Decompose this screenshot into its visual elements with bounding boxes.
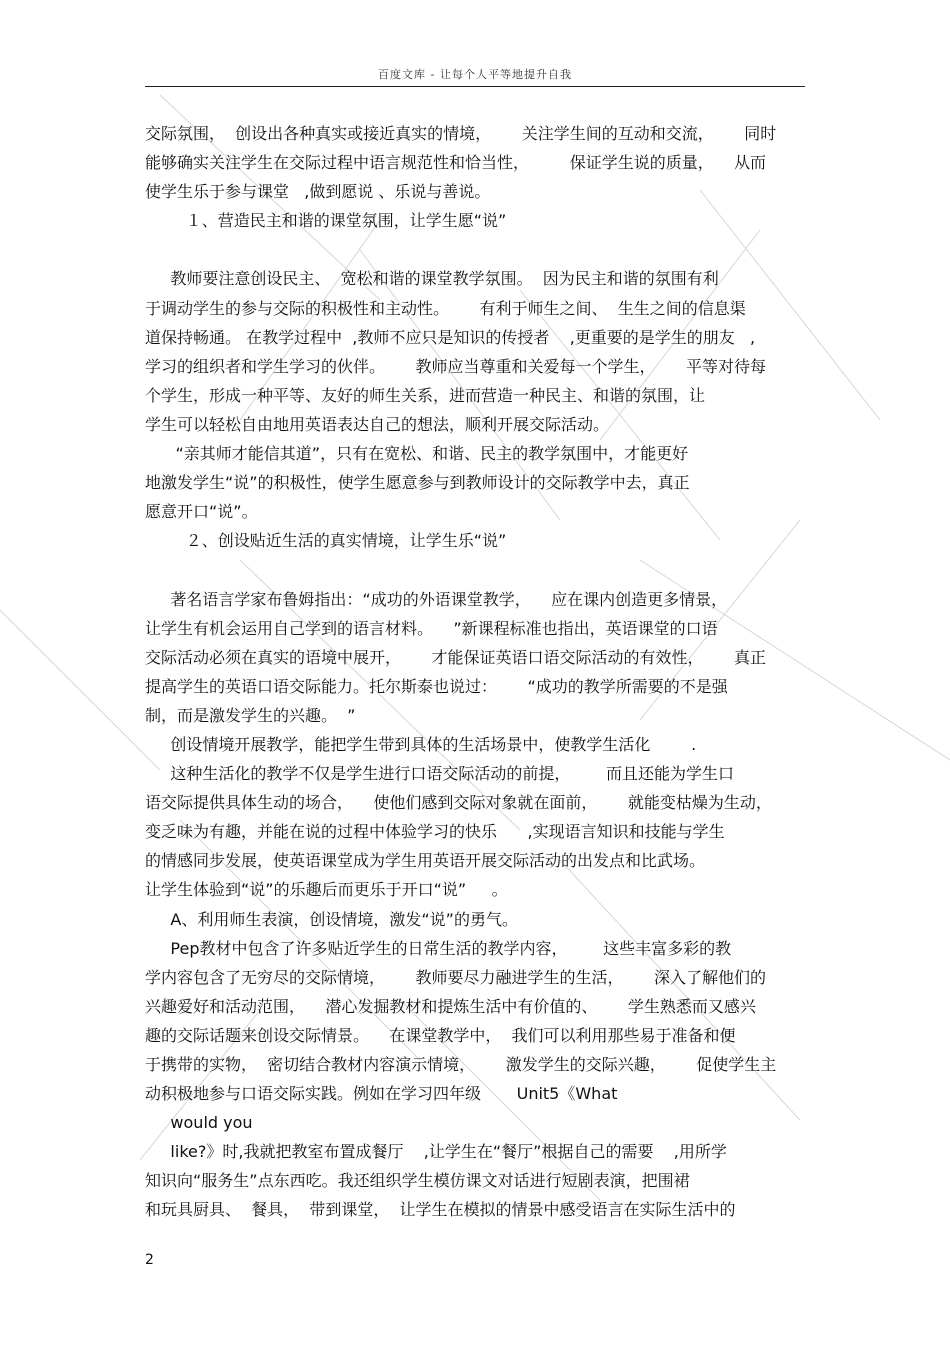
text-line: 愿意开口“说”。 — [145, 502, 258, 522]
text-line: 让学生体验到“说”的乐趣后而更乐于开口“说” 。 — [145, 880, 508, 900]
text-line: 著名语言学家布鲁姆指出：“成功的外语课堂教学， 应在课内创造更多情景， — [145, 589, 728, 609]
page-header: 百度文库 - 让每个人平等地提升自我 — [378, 68, 572, 81]
text-line: 能够确实关注学生在交际过程中语言规范性和恰当性， 保证学生说的质量， 从而 — [145, 153, 767, 173]
text-line: 于调动学生的参与交际的积极性和主动性。 有利于师生之间、 生生之间的信息渠 — [145, 298, 746, 318]
text-line: 变乏味为有趣，并能在说的过程中体验学习的快乐 ,实现语言知识和技能与学生 — [145, 822, 725, 842]
text-line: like?》时,我就把教室布置成餐厅 ,让学生在“餐厅”根据自己的需要 ,用所学 — [145, 1142, 727, 1162]
text-line: 和玩具厨具、 餐具， 带到课堂， 让学生在模拟的情景中感受语言在实际生活中的 — [145, 1200, 736, 1220]
text-line: “亲其师才能信其道”，只有在宽松、和谐、民主的教学氛围中，才能更好 — [145, 444, 689, 464]
text-line: 交际氛围， 创设出各种真实或接近真实的情境， 关注学生间的互动和交流， 同时 — [145, 124, 777, 143]
header-divider — [145, 86, 805, 87]
text-line: 动积极地参与口语交际实践。例如在学习四年级 Unit5《What — [145, 1084, 618, 1104]
text-line: 于携带的实物， 密切结合教材内容演示情境， 激发学生的交际兴趣， 促使学生主 — [145, 1055, 777, 1074]
text-line: 知识向“服务生”点东西吃。我还组织学生模仿课文对话进行短剧表演，把围裙 — [145, 1171, 690, 1191]
text-line: 提高学生的英语口语交际能力。托尔斯泰也说过： “成功的教学所需要的不是强 — [145, 676, 728, 696]
document-body — [145, 119, 805, 1225]
text-line: 学生可以轻松自由地用英语表达自己的想法，顺利开展交际活动。 — [145, 414, 610, 434]
text-line: 使学生乐于参与课堂 ,做到愿说 、乐说与善说。 — [145, 182, 491, 202]
text-line: Pep教材中包含了许多贴近学生的日常生活的教学内容， 这些丰富多彩的教 — [145, 938, 732, 958]
text-line: A、利用师生表演，创设情境，激发“说”的勇气。 — [145, 909, 518, 929]
text-line: 语交际提供具体生动的场合， 使他们感到交际对象就在面前， 就能变枯燥为生动， — [145, 793, 772, 813]
text-line: 道保持畅通。 在教学过程中 ,教师不应只是知识的传授者 ,更重要的是学生的朋友 , — [145, 327, 756, 347]
text-line: 制，而是激发学生的兴趣。 ” — [145, 705, 356, 725]
text-line: 这种生活化的教学不仅是学生进行口语交际活动的前提， 而且还能为学生口 — [145, 764, 735, 784]
blank-line — [145, 555, 805, 584]
text-line: 学习的组织者和学生学习的伙伴。 教师应当尊重和关爱每一个学生， 平等对待每 — [145, 356, 767, 376]
text-line: would you — [145, 1113, 253, 1133]
text-line: 让学生有机会运用自己学到的语言材料。 ”新课程标准也指出，英语课堂的口语 — [145, 618, 718, 638]
text-line: 兴趣爱好和活动范围， 潜心发掘教材和提炼生活中有价值的、 学生熟悉而又感兴 — [145, 996, 756, 1016]
text-line: 学内容包含了无穷尽的交际情境， 教师要尽力融进学生的生活， 深入了解他们的 — [145, 967, 767, 987]
text-line: 创设情境开展教学，能把学生带到具体的生活场景中，使教学生活化 . — [145, 734, 697, 754]
text-line: １、营造民主和谐的课堂氛围，让学生愿“说” — [145, 211, 507, 231]
text-line: 教师要注意创设民主、 宽松和谐的课堂教学氛围。 因为民主和谐的氛围有利 — [145, 269, 719, 289]
page-number: 2 — [145, 1252, 154, 1268]
text-line: ２、创设贴近生活的真实情境，让学生乐“说” — [145, 531, 507, 551]
text-line: 个学生，形成一种平等、友好的师生关系，进而营造一种民主、和谐的氛围，让 — [145, 385, 706, 405]
text-line: 的情感同步发展，使英语课堂成为学生用英语开展交际活动的出发点和比武场。 — [145, 851, 706, 871]
blank-line — [145, 235, 805, 264]
text-line: 地激发学生“说”的积极性，使学生愿意参与到教师设计的交际教学中去，真正 — [145, 473, 690, 493]
text-line: 趣的交际话题来创设交际情景。 在课堂教学中， 我们可以利用那些易于准备和便 — [145, 1025, 736, 1045]
text-line: 交际活动必须在真实的语境中展开， 才能保证英语口语交际活动的有效性， 真正 — [145, 647, 767, 667]
